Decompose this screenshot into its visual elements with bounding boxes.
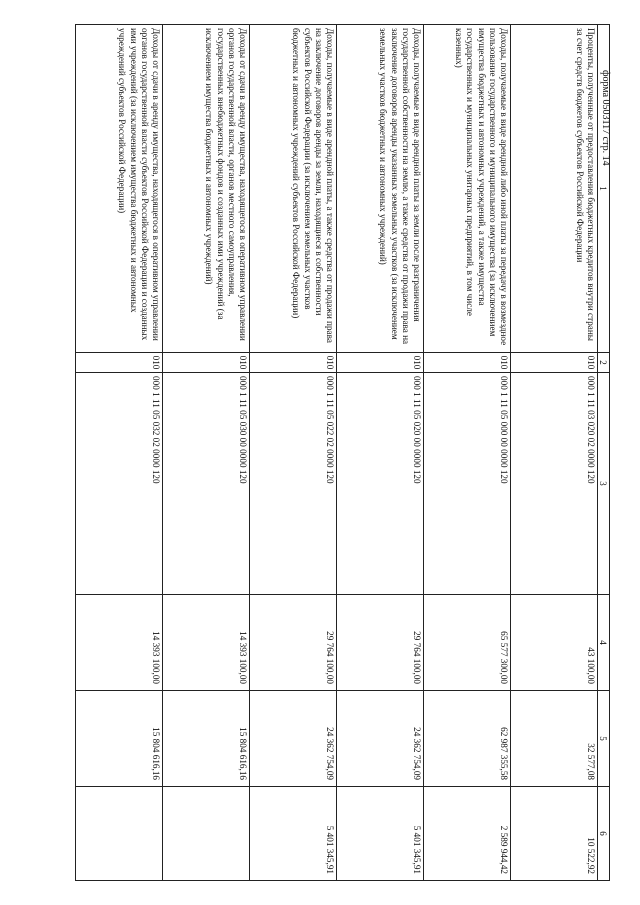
row-line-code-cell: 010 xyxy=(511,353,598,373)
row-line-code-cell: 010 xyxy=(424,353,511,373)
header-row xyxy=(598,25,610,881)
row-line-code-cell: 010 xyxy=(76,353,163,373)
table-row xyxy=(424,25,511,881)
row-budget-code-cell: 000 1 11 05 000 00 0000 120 xyxy=(424,373,511,595)
row-approved-cell: 14 393 100,00 xyxy=(163,595,250,691)
header-cell-1: 1 xyxy=(598,25,610,353)
row-name-cell: Доходы, получаемые в виде арендной платы за земли после разграничения государственной собственности на землю, а также средства от продажи права на заключение договоров аренды указанных земельных участков (за исключением земельных участков бюджетных и автономных учреждений) xyxy=(337,25,424,353)
row-executed-cell: 24 362 754,09 xyxy=(337,691,424,787)
header-cell-2: 2 xyxy=(598,353,610,373)
row-executed-cell: 62 987 355,58 xyxy=(424,691,511,787)
row-approved-cell: 14 393 100,00 xyxy=(76,595,163,691)
table-header xyxy=(598,25,610,881)
row-approved-cell: 29 764 100,00 xyxy=(337,595,424,691)
row-name-cell: Проценты, полученные от предоставления бюджетных кредитов внутри страны за счет средств бюджетов субъектов Российской Федерации xyxy=(511,25,598,353)
row-name-cell: Доходы от сдачи в аренду имущества, находящегося в оперативном управлении органов государственной власти, органов местного самоуправления, государственных внебюджетных фондов и созданных ими учреждений (за исключением имущества бюджетных и автономных учреждений) xyxy=(163,25,250,353)
row-line-code-cell: 010 xyxy=(163,353,250,373)
row-unexecuted-cell xyxy=(163,787,250,881)
report-table-container xyxy=(76,24,610,880)
row-unexecuted-cell: 10 522,92 xyxy=(511,787,598,881)
row-approved-cell: 43 100,00 xyxy=(511,595,598,691)
row-budget-code-cell: 000 1 11 05 030 00 0000 120 xyxy=(163,373,250,595)
row-budget-code-cell: 000 1 11 03 020 02 0000 120 xyxy=(511,373,598,595)
row-approved-cell: 29 764 100,00 xyxy=(250,595,337,691)
row-executed-cell: 24 362 754,09 xyxy=(250,691,337,787)
header-cell-4: 4 xyxy=(598,595,610,691)
row-name-cell: Доходы, получаемые в виде арендной платы, а также средства от продажи права на заключение договоров аренды за земли, находящиеся в собственности субъектов Российской Федерации (за исключением земельных участков бюджетных и автономных учреждений субъектов Российской Федерации) xyxy=(250,25,337,353)
header-cell-3: 3 xyxy=(598,373,610,595)
row-budget-code-cell: 000 1 11 05 032 02 0000 120 xyxy=(76,373,163,595)
form-caption-text: форма 0503117 стр. 14 xyxy=(600,70,611,166)
row-line-code-cell: 010 xyxy=(337,353,424,373)
row-approved-cell: 65 577 300,00 xyxy=(424,595,511,691)
header-cell-6: 6 xyxy=(598,787,610,881)
table-body xyxy=(76,25,598,881)
row-executed-cell: 32 577,08 xyxy=(511,691,598,787)
row-unexecuted-cell xyxy=(76,787,163,881)
table-row xyxy=(250,25,337,881)
table-row xyxy=(511,25,598,881)
table-row xyxy=(337,25,424,881)
row-unexecuted-cell: 5 401 345,91 xyxy=(250,787,337,881)
row-unexecuted-cell: 2 589 944,42 xyxy=(424,787,511,881)
row-name-cell: Доходы, получаемые в виде арендной либо иной платы за передачу в возмездное пользование государственного и муниципального имущества (за исключением имущества бюджетных и автономных учреждений, а также имущества государственных и муниципальных унитарных предприятий, в том числе казенных) xyxy=(424,25,511,353)
report-table xyxy=(75,24,610,881)
table-row xyxy=(163,25,250,881)
row-budget-code-cell: 000 1 11 05 022 02 0000 120 xyxy=(250,373,337,595)
row-executed-cell: 15 804 616,16 xyxy=(76,691,163,787)
header-cell-5: 5 xyxy=(598,691,610,787)
row-unexecuted-cell: 5 401 345,91 xyxy=(337,787,424,881)
row-executed-cell: 15 804 616,16 xyxy=(163,691,250,787)
row-line-code-cell: 010 xyxy=(250,353,337,373)
row-budget-code-cell: 000 1 11 05 020 00 0000 120 xyxy=(337,373,424,595)
table-row xyxy=(76,25,163,881)
row-name-cell: Доходы от сдачи в аренду имущества, находящегося в оперативном управлении органов государственной власти субъектов Российской Федерации и созданных ими учреждений (за исключением имущества бюджетных и автономных учреждений субъектов Российской Федерации) xyxy=(76,25,163,353)
